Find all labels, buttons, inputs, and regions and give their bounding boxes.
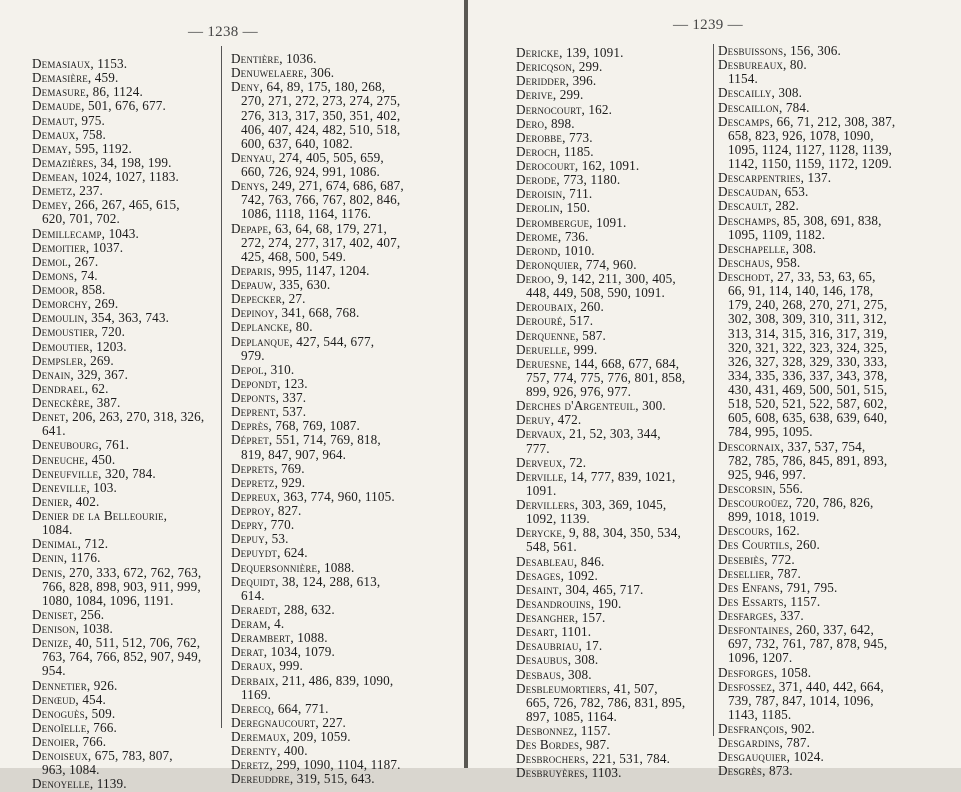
index-column	[516, 46, 685, 781]
index-entry: 425, 468, 500, 549.	[241, 248, 347, 264]
index-entry: Deschapelle, 308.	[718, 240, 817, 256]
index-entry: 1142, 1150, 1159, 1172, 1209.	[728, 156, 892, 171]
index-entry: Deretz, 299, 1090, 1104, 1187.	[231, 757, 401, 773]
index-entry: Desebiès, 772.	[718, 551, 795, 567]
index-entry: 1084.	[42, 522, 73, 538]
index-entry: Derouré, 517.	[516, 313, 594, 329]
index-entry: Denison, 1038.	[32, 621, 113, 636]
index-entry: Denin, 1176.	[32, 550, 101, 566]
index-column	[231, 52, 404, 787]
index-entry: 665, 726, 782, 786, 831, 895,	[526, 694, 686, 710]
index-entry: Deraux, 999.	[231, 658, 303, 674]
index-entry: Dernocourt, 162.	[516, 101, 613, 117]
index-entry: Demorchy, 269.	[32, 296, 119, 312]
index-entry: Derobbe, 773.	[516, 129, 593, 145]
index-entry: Demaut, 975.	[32, 112, 105, 128]
index-entry: 334, 335, 336, 337, 343, 378,	[728, 367, 888, 383]
index-entry: Deruelle, 999.	[516, 341, 598, 357]
index-entry: Deraedt, 288, 632.	[231, 601, 335, 617]
index-entry: Derycke, 9, 88, 304, 350, 534,	[516, 525, 681, 541]
index-entry: Deremaux, 209, 1059.	[231, 729, 351, 744]
index-entry: 1095, 1109, 1182.	[728, 226, 826, 242]
index-entry: Deneubourg, 761.	[32, 437, 130, 453]
index-entry: Depecker, 27.	[231, 291, 306, 307]
index-entry: Deschamps, 85, 308, 691, 838,	[718, 212, 882, 228]
index-entry: Derolin, 150.	[516, 200, 591, 216]
index-entry: Descarpentries, 137.	[718, 170, 832, 186]
index-entry: 777.	[526, 440, 550, 456]
index-entry: Deproy, 827.	[231, 503, 302, 518]
index-entry: Demazières, 34, 198, 199.	[32, 154, 172, 170]
index-entry: Deschodt, 27, 33, 53, 63, 65,	[718, 269, 876, 284]
index-entry: Des Courtils, 260.	[718, 537, 820, 553]
index-entry: Desfossez, 371, 440, 442, 664,	[718, 678, 884, 694]
index-entry: 1169.	[241, 686, 271, 702]
index-entry: Demoutier, 1203.	[32, 338, 127, 354]
index-entry: Deroch, 1185.	[516, 143, 594, 159]
index-entry: Deneufville, 320, 784.	[32, 465, 156, 481]
index-entry: Dentière, 1036.	[231, 51, 317, 66]
index-entry: Denain, 329, 367.	[32, 366, 129, 382]
index-entry: Deroubaix, 260.	[516, 299, 604, 315]
index-entry: Deponts, 337.	[231, 390, 307, 405]
index-entry: Deroo, 9, 142, 211, 300, 405,	[516, 271, 676, 286]
index-entry: Demoitier, 1037.	[32, 239, 124, 255]
index-entry: Dequidt, 38, 124, 288, 613,	[231, 573, 381, 589]
index-entry: 1092, 1139.	[526, 511, 590, 527]
index-entry: Deparis, 995, 1147, 1204.	[231, 262, 370, 278]
index-entry: Descailly, 308.	[718, 85, 803, 101]
index-entry: Descaillon, 784.	[718, 99, 810, 115]
index-entry: Demoustier, 720.	[32, 324, 126, 340]
index-entry: 782, 785, 786, 845, 891, 893,	[728, 452, 888, 468]
index-entry: Demasière, 459.	[32, 70, 119, 86]
index-entry: 448, 449, 508, 590, 1091.	[526, 285, 665, 301]
index-entry: Desellier, 787.	[718, 565, 801, 581]
index-entry: 766, 828, 898, 903, 911, 999,	[42, 578, 201, 594]
index-entry: Deronquier, 774, 960.	[516, 256, 637, 272]
index-entry: Desbleumortiers, 41, 507,	[516, 680, 658, 696]
index-entry: Depretz, 929.	[231, 474, 306, 490]
index-entry: Derombergue, 1091.	[516, 214, 627, 230]
index-entry: Denis, 270, 333, 672, 762, 763,	[32, 564, 202, 580]
index-entry: 600, 637, 640, 1082.	[241, 135, 353, 151]
index-entry: Deschaus, 958.	[718, 254, 801, 270]
index-entry: Desgrès, 873.	[718, 763, 793, 779]
index-entry: Denoïelle, 766.	[32, 719, 117, 735]
index-entry: 605, 608, 635, 638, 639, 640,	[728, 410, 888, 426]
index-entry: Derbaix, 211, 486, 839, 1090,	[231, 672, 394, 688]
index-entry: 270, 271, 272, 273, 274, 275,	[241, 93, 401, 109]
index-entry: Desbrochers, 221, 531, 784.	[516, 751, 671, 767]
index-entry: Desfarges, 337.	[718, 608, 804, 623]
index-entry: Desfrançois, 902.	[718, 721, 815, 736]
index-entry: Derches d'Argenteuil, 300.	[516, 398, 666, 414]
index-entry: Desaint, 304, 465, 717.	[516, 581, 644, 597]
index-entry: Denier, 402.	[32, 493, 100, 509]
index-entry: Dequersonnière, 1088.	[231, 559, 355, 575]
index-entry: Derome, 736.	[516, 228, 589, 244]
index-entry: 742, 763, 766, 767, 802, 846,	[241, 192, 401, 208]
index-entry: Depol, 310.	[231, 361, 295, 377]
index-entry: 739, 787, 847, 1014, 1096,	[728, 692, 874, 708]
index-entry: Derville, 14, 777, 839, 1021,	[516, 468, 676, 484]
index-entry: Desfontaines, 260, 337, 642,	[718, 622, 874, 638]
index-entry: 979.	[241, 347, 265, 363]
index-entry: Demetz, 237.	[32, 183, 103, 199]
column-divider	[221, 46, 222, 728]
index-entry: 272, 274, 277, 317, 402, 407,	[241, 234, 401, 250]
index-entry: Depuy, 53.	[231, 531, 289, 547]
index-entry: Dericke, 139, 1091.	[516, 45, 624, 60]
index-entry: Desaubus, 308.	[516, 652, 599, 668]
index-entry: 302, 308, 309, 310, 311, 312,	[728, 311, 887, 327]
index-entry: Derocourt, 162, 1091.	[516, 158, 640, 173]
index-entry: 819, 847, 907, 964.	[241, 446, 347, 462]
index-entry: Denet, 206, 263, 270, 318, 326,	[32, 409, 205, 425]
index-entry: Deruesne, 144, 668, 677, 684,	[516, 355, 680, 371]
index-entry: 660, 726, 924, 991, 1086.	[241, 164, 380, 179]
index-entry: Deneuche, 450.	[32, 451, 116, 467]
index-entry: 658, 823, 926, 1078, 1090,	[728, 127, 874, 143]
index-entry: Denoyelle, 1139.	[32, 776, 127, 792]
page-number: — 1239 —	[673, 17, 743, 33]
index-entry: Desart, 1101.	[516, 624, 592, 640]
index-entry: Derenty, 400.	[231, 743, 308, 759]
index-entry: Desbonnez, 1157.	[516, 723, 611, 738]
index-entry: Dervillers, 303, 369, 1045,	[516, 497, 667, 512]
index-entry: Denys, 249, 271, 674, 686, 687,	[231, 178, 404, 194]
index-entry: 963, 1084.	[42, 762, 100, 778]
index-entry: Deniset, 256.	[32, 606, 105, 622]
index-entry: Dericqson, 299.	[516, 59, 603, 75]
index-entry: 179, 240, 268, 270, 271, 275,	[728, 297, 888, 313]
index-entry: Derive, 299.	[516, 87, 584, 103]
index-entry: Dépret, 551, 714, 769, 818,	[231, 432, 381, 448]
index-entry: Deridder, 396.	[516, 73, 597, 89]
index-entry: Desbaus, 308.	[516, 666, 592, 682]
index-entry: 313, 314, 315, 316, 317, 319,	[728, 325, 888, 341]
index-entry: Demoor, 858.	[32, 282, 106, 297]
index-entry: Dereuddre, 319, 515, 643.	[231, 771, 375, 787]
index-entry: 1095, 1124, 1127, 1128, 1139,	[728, 141, 892, 157]
index-entry: Demons, 74.	[32, 267, 98, 283]
index-entry: 899, 926, 976, 977.	[526, 384, 632, 399]
index-entry: 899, 1018, 1019.	[728, 509, 820, 525]
index-entry: Des Bordes, 987.	[516, 737, 610, 753]
index-entry: Derond, 1010.	[516, 242, 595, 258]
index-entry: Deplancke, 80.	[231, 319, 313, 335]
index-entry: Dervaux, 21, 52, 303, 344,	[516, 426, 661, 442]
index-entry: Descaudan, 653.	[718, 184, 809, 200]
index-entry: Desaubriau, 17.	[516, 638, 603, 654]
index-entry: Denoguès, 509.	[32, 705, 116, 721]
index-entry: Deny, 64, 89, 175, 180, 268,	[231, 79, 386, 95]
index-entry: Des Enfans, 791, 795.	[718, 579, 838, 595]
index-entry: 925, 946, 997.	[728, 466, 806, 482]
index-entry: 276, 313, 317, 350, 351, 402,	[241, 107, 401, 123]
index-entry: Deplanque, 427, 544, 677,	[231, 333, 375, 349]
index-entry: 320, 321, 322, 323, 324, 325,	[728, 339, 888, 355]
index-entry: Derecq, 664, 771.	[231, 700, 329, 716]
index-column	[32, 57, 204, 792]
index-entry: Demey, 266, 267, 465, 615,	[32, 197, 180, 213]
index-entry: Demaude, 501, 676, 677.	[32, 98, 166, 114]
index-entry: Denoier, 766.	[32, 734, 107, 749]
index-entry: Denize, 40, 511, 512, 706, 762,	[32, 635, 201, 651]
index-entry: Derquenne, 587.	[516, 327, 606, 343]
index-entry: 897, 1085, 1164.	[526, 708, 617, 724]
index-entry: Depauw, 335, 630.	[231, 277, 331, 292]
index-entry: Denoiseux, 675, 783, 807,	[32, 748, 173, 764]
index-entry: Demillecamp, 1043.	[32, 225, 139, 241]
index-entry: 1086, 1118, 1164, 1176.	[241, 206, 372, 222]
index-entry: Depape, 63, 64, 68, 179, 271,	[231, 220, 387, 236]
index-entry: Desbuissons, 156, 306.	[718, 43, 841, 58]
index-entry: Demean, 1024, 1027, 1183.	[32, 169, 179, 184]
index-entry: 954.	[42, 663, 66, 679]
index-entry: Derambert, 1088.	[231, 630, 328, 646]
index-entry: Deroisin, 711.	[516, 186, 593, 202]
index-entry: 614.	[241, 587, 265, 603]
index-entry: Derode, 773, 1180.	[516, 172, 621, 188]
index-entry: Demasure, 86, 1124.	[32, 84, 143, 100]
index-entry: Deprès, 768, 769, 1087.	[231, 418, 360, 434]
index-entry: Descault, 282.	[718, 198, 799, 214]
index-entry: Depry, 770.	[231, 517, 295, 533]
index-entry: 1091.	[526, 482, 557, 498]
index-entry: Denyau, 274, 405, 505, 659,	[231, 149, 384, 165]
index-entry: 430, 431, 469, 500, 501, 515,	[728, 382, 888, 397]
index-entry: Deneville, 103.	[32, 479, 117, 495]
index-entry: Descornaix, 337, 537, 754,	[718, 438, 866, 454]
index-entry: Desbruyères, 1103.	[516, 765, 622, 781]
index-entry: Depinoy, 341, 668, 768.	[231, 305, 360, 321]
index-entry: Desangher, 157.	[516, 610, 606, 625]
index-entry: Dennetier, 926.	[32, 677, 118, 693]
column-divider	[713, 44, 714, 736]
index-entry: Deregnaucourt, 227.	[231, 714, 347, 730]
right-page	[468, 0, 961, 781]
index-entry: Dero, 898.	[516, 115, 575, 131]
index-entry: 1080, 1084, 1096, 1191.	[42, 592, 174, 608]
index-entry: Desforges, 1058.	[718, 664, 812, 680]
index-entry: Descamps, 66, 71, 212, 308, 387,	[718, 113, 896, 129]
index-entry: Deruy, 472.	[516, 412, 582, 428]
index-entry: Depreux, 363, 774, 960, 1105.	[231, 488, 395, 504]
index-entry: 548, 561.	[526, 539, 577, 555]
index-entry: Desableau, 846.	[516, 553, 605, 569]
index-entry: Derat, 1034, 1079.	[231, 644, 335, 660]
index-entry: 697, 732, 761, 787, 878, 945,	[728, 636, 888, 652]
index-entry: Desages, 1092.	[516, 567, 598, 583]
index-entry: Demol, 267.	[32, 253, 99, 269]
index-entry: 763, 764, 766, 852, 907, 949,	[42, 649, 202, 665]
index-entry: 620, 701, 702.	[42, 211, 120, 227]
index-entry: 1096, 1207.	[728, 650, 793, 666]
index-entry: 641.	[42, 423, 66, 439]
index-entry: 326, 327, 328, 329, 330, 333,	[728, 353, 888, 369]
index-entry: Descouroüez, 720, 786, 826,	[718, 495, 874, 510]
index-entry: Demoulin, 354, 363, 743.	[32, 310, 170, 326]
index-entry: Dempsler, 269.	[32, 352, 114, 368]
index-entry: Deneckère, 387.	[32, 395, 121, 410]
index-entry: Denuwelaere, 306.	[231, 65, 335, 81]
index-column	[718, 44, 895, 779]
index-entry: 1143, 1185.	[728, 706, 792, 722]
index-entry: Depuydt, 624.	[231, 545, 308, 561]
index-entry: Des Essarts, 1157.	[718, 593, 821, 609]
index-entry: 1154.	[728, 71, 758, 87]
index-entry: Descorsin, 556.	[718, 480, 803, 496]
index-entry: 518, 520, 521, 522, 587, 602,	[728, 396, 888, 412]
index-entry: 406, 407, 424, 482, 510, 518,	[241, 121, 401, 137]
index-entry: Deram, 4.	[231, 616, 285, 631]
index-entry: Denimal, 712.	[32, 536, 109, 552]
index-entry: Demasiaux, 1153.	[32, 56, 128, 71]
left-page	[0, 0, 466, 792]
index-entry: Denier de la Belleourie,	[32, 508, 168, 523]
index-entry: Demay, 595, 1192.	[32, 140, 132, 156]
index-entry: Deprets, 769.	[231, 460, 305, 476]
index-entry: Depondt, 123.	[231, 375, 308, 391]
index-entry: Desgardins, 787.	[718, 735, 811, 751]
page-number: — 1238 —	[188, 24, 258, 40]
index-entry: 784, 995, 1095.	[728, 424, 813, 440]
index-entry: Denœud, 454.	[32, 691, 106, 707]
index-entry: Demaux, 758.	[32, 126, 106, 142]
index-entry: Deprent, 537.	[231, 404, 307, 420]
index-entry: Desbureaux, 80.	[718, 57, 807, 73]
index-entry: 757, 774, 775, 776, 801, 858,	[526, 369, 686, 385]
index-entry: Descours, 162.	[718, 523, 800, 539]
index-entry: Desandrouins, 190.	[516, 595, 622, 611]
index-entry: Derveux, 72.	[516, 454, 587, 470]
index-entry: 66, 91, 114, 140, 146, 178,	[728, 283, 874, 299]
index-entry: Desgauquier, 1024.	[718, 749, 824, 765]
index-entry: Dendrael, 62.	[32, 380, 109, 396]
